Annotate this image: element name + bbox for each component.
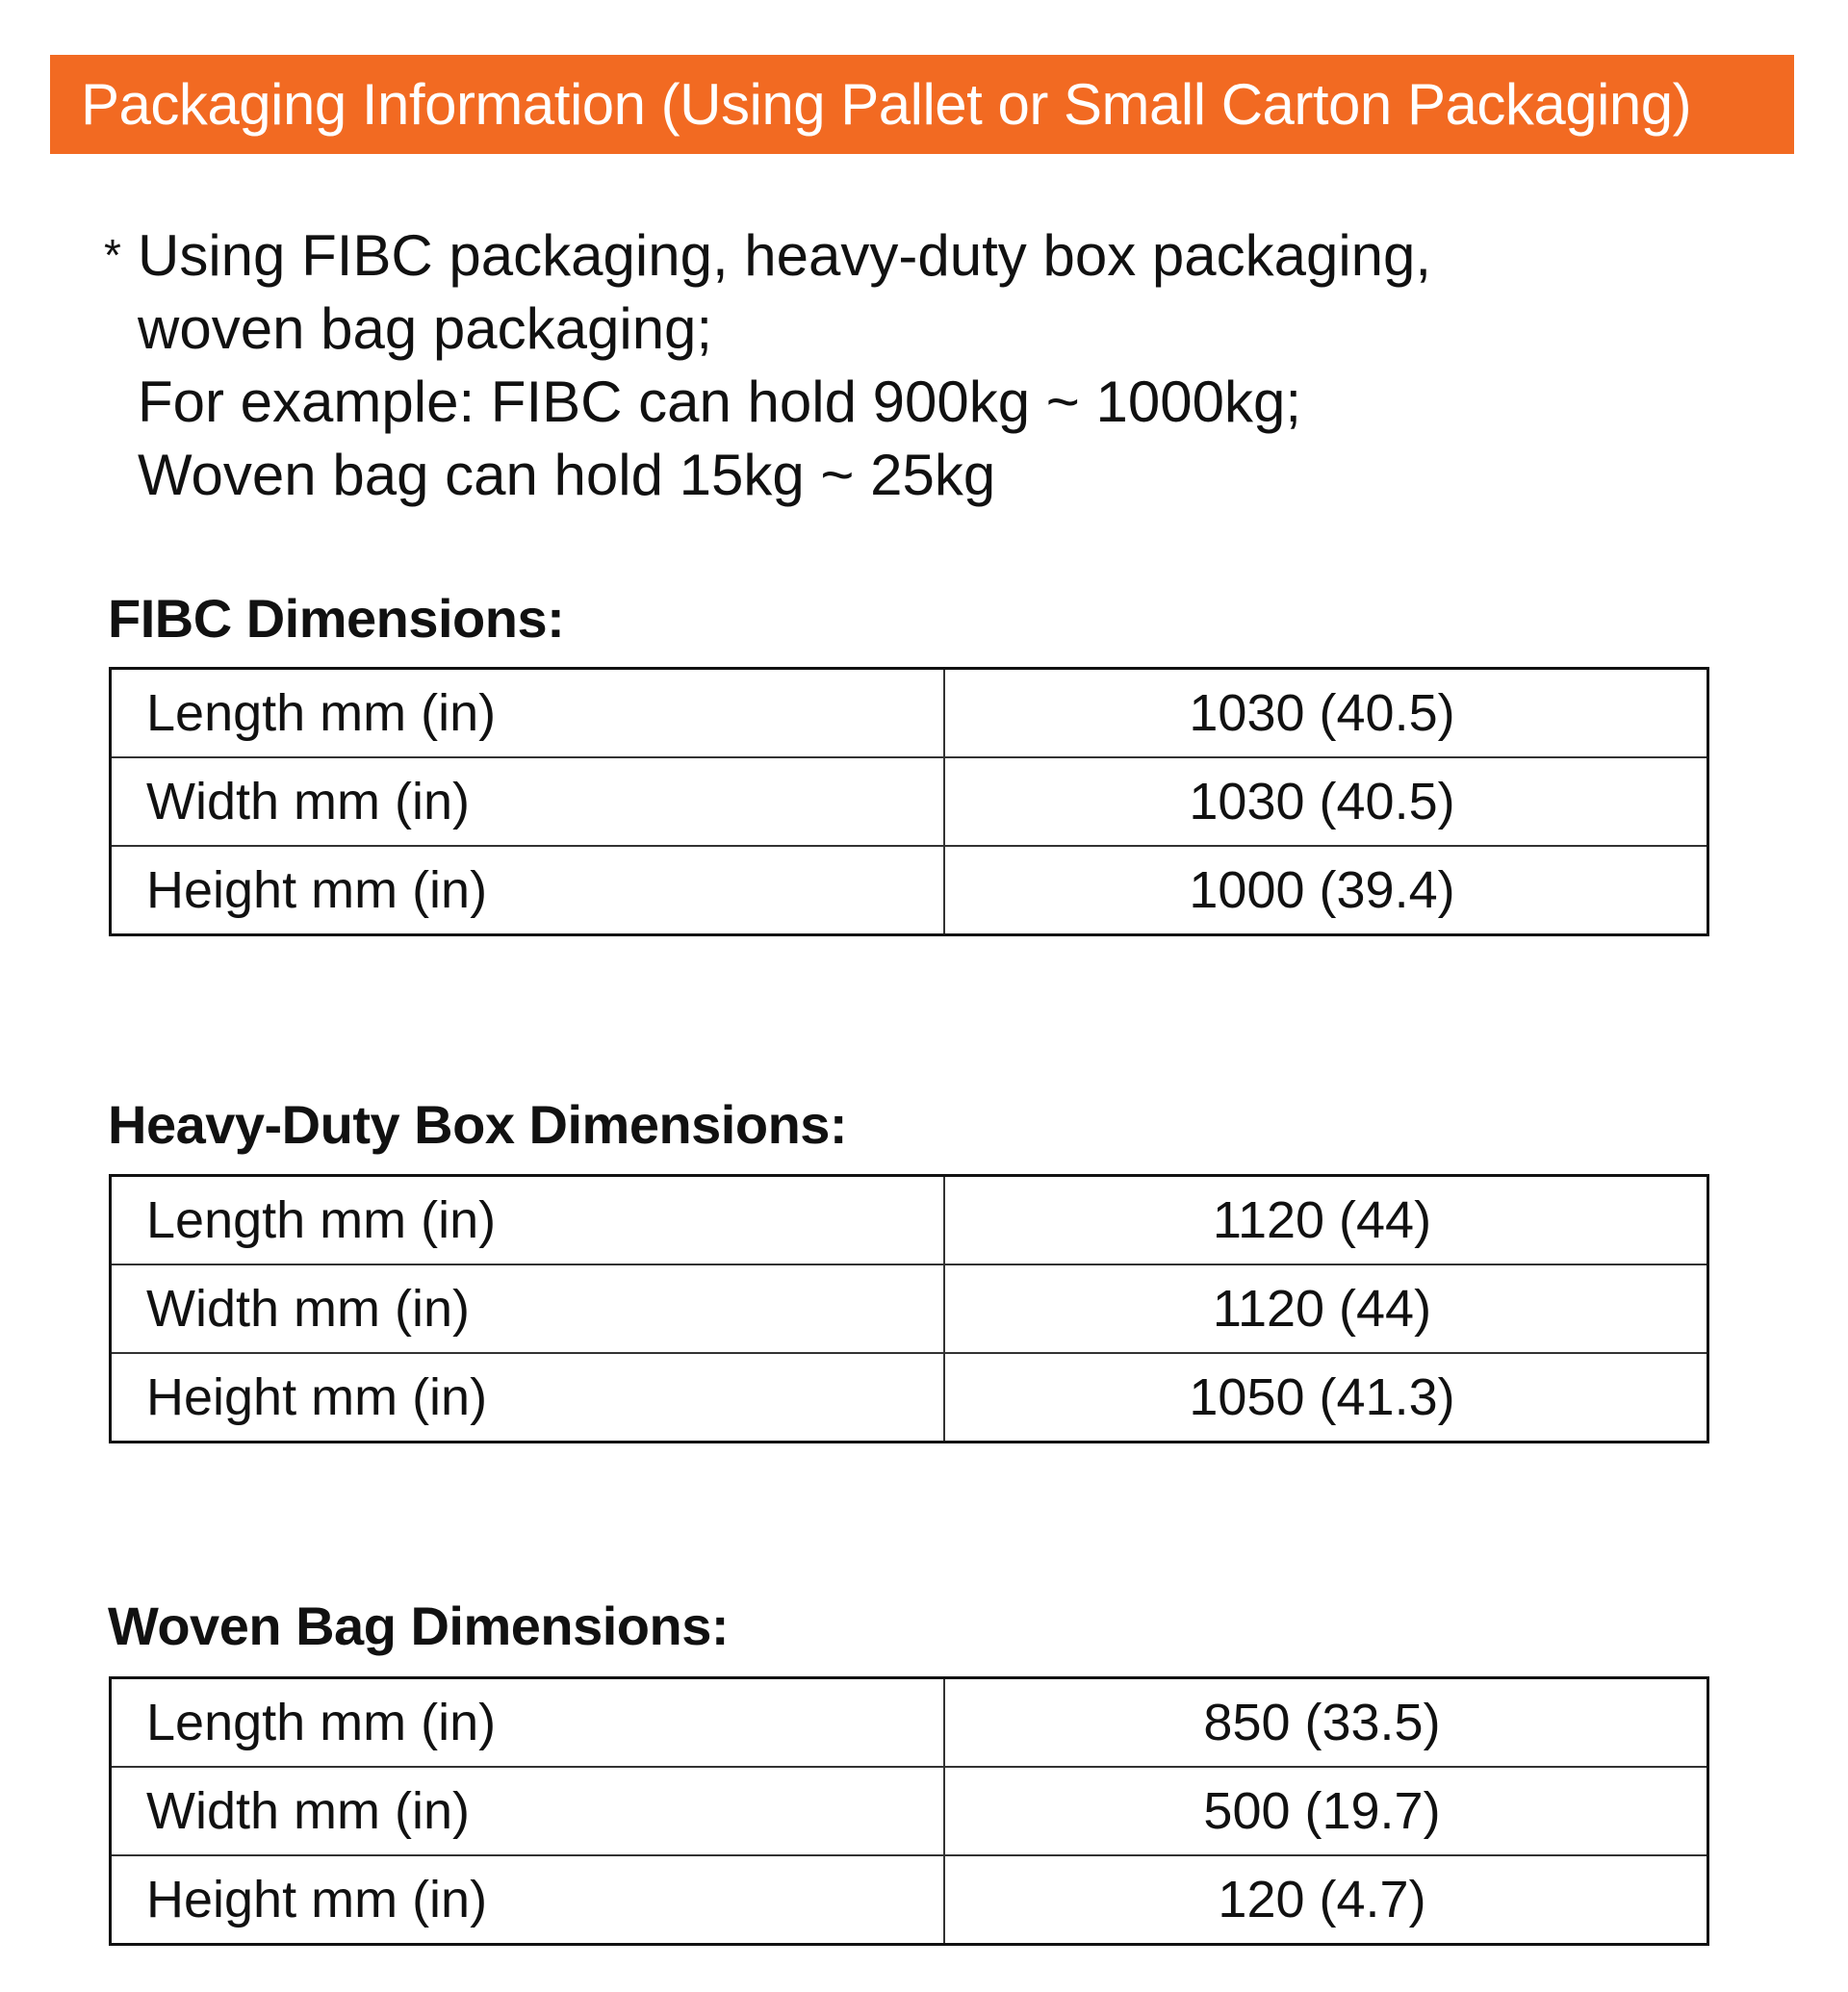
table-row (111, 846, 1708, 935)
table-row (111, 1767, 1708, 1855)
note-asterisk: * (104, 230, 121, 280)
row-value: 1000 (39.4) (944, 846, 1708, 935)
note-line: Woven bag can hold 15kg ~ 25kg (138, 443, 996, 507)
woven-bag-dimensions-table (109, 1676, 1709, 1946)
row-value: 1030 (40.5) (944, 669, 1708, 758)
heavy-duty-box-section-title: Heavy-Duty Box Dimensions: (108, 1094, 848, 1155)
note-line: woven bag packaging; (138, 296, 713, 361)
row-value: 120 (4.7) (944, 1855, 1708, 1945)
row-label: Length mm (in) (111, 1678, 945, 1768)
table-row (111, 1353, 1708, 1443)
table-row (111, 669, 1708, 758)
row-label: Width mm (in) (111, 1264, 945, 1353)
row-label: Length mm (in) (111, 1176, 945, 1265)
header-banner (50, 55, 1794, 154)
row-label: Width mm (in) (111, 1767, 945, 1855)
row-label: Height mm (in) (111, 1353, 945, 1443)
woven-bag-section-title: Woven Bag Dimensions: (108, 1596, 730, 1656)
row-label: Length mm (in) (111, 669, 945, 758)
row-label: Height mm (in) (111, 1855, 945, 1945)
row-value: 500 (19.7) (944, 1767, 1708, 1855)
table-row (111, 757, 1708, 846)
table-row (111, 1678, 1708, 1768)
row-value: 1030 (40.5) (944, 757, 1708, 846)
fibc-dimensions-table (109, 667, 1709, 936)
table-row (111, 1176, 1708, 1265)
page-title: Packaging Information (Using Pallet or Small Carton Packaging) (81, 72, 1692, 137)
row-label: Height mm (in) (111, 846, 945, 935)
table-row (111, 1264, 1708, 1353)
row-value: 1120 (44) (944, 1176, 1708, 1265)
row-value: 1050 (41.3) (944, 1353, 1708, 1443)
row-value: 850 (33.5) (944, 1678, 1708, 1768)
heavy-duty-box-dimensions-table (109, 1174, 1709, 1443)
row-value: 1120 (44) (944, 1264, 1708, 1353)
row-label: Width mm (in) (111, 757, 945, 846)
fibc-section-title: FIBC Dimensions: (108, 588, 565, 649)
note-line: Using FIBC packaging, heavy-duty box packaging, (138, 223, 1432, 288)
table-row (111, 1855, 1708, 1945)
note-line: For example: FIBC can hold 900kg ~ 1000kg; (138, 370, 1302, 434)
